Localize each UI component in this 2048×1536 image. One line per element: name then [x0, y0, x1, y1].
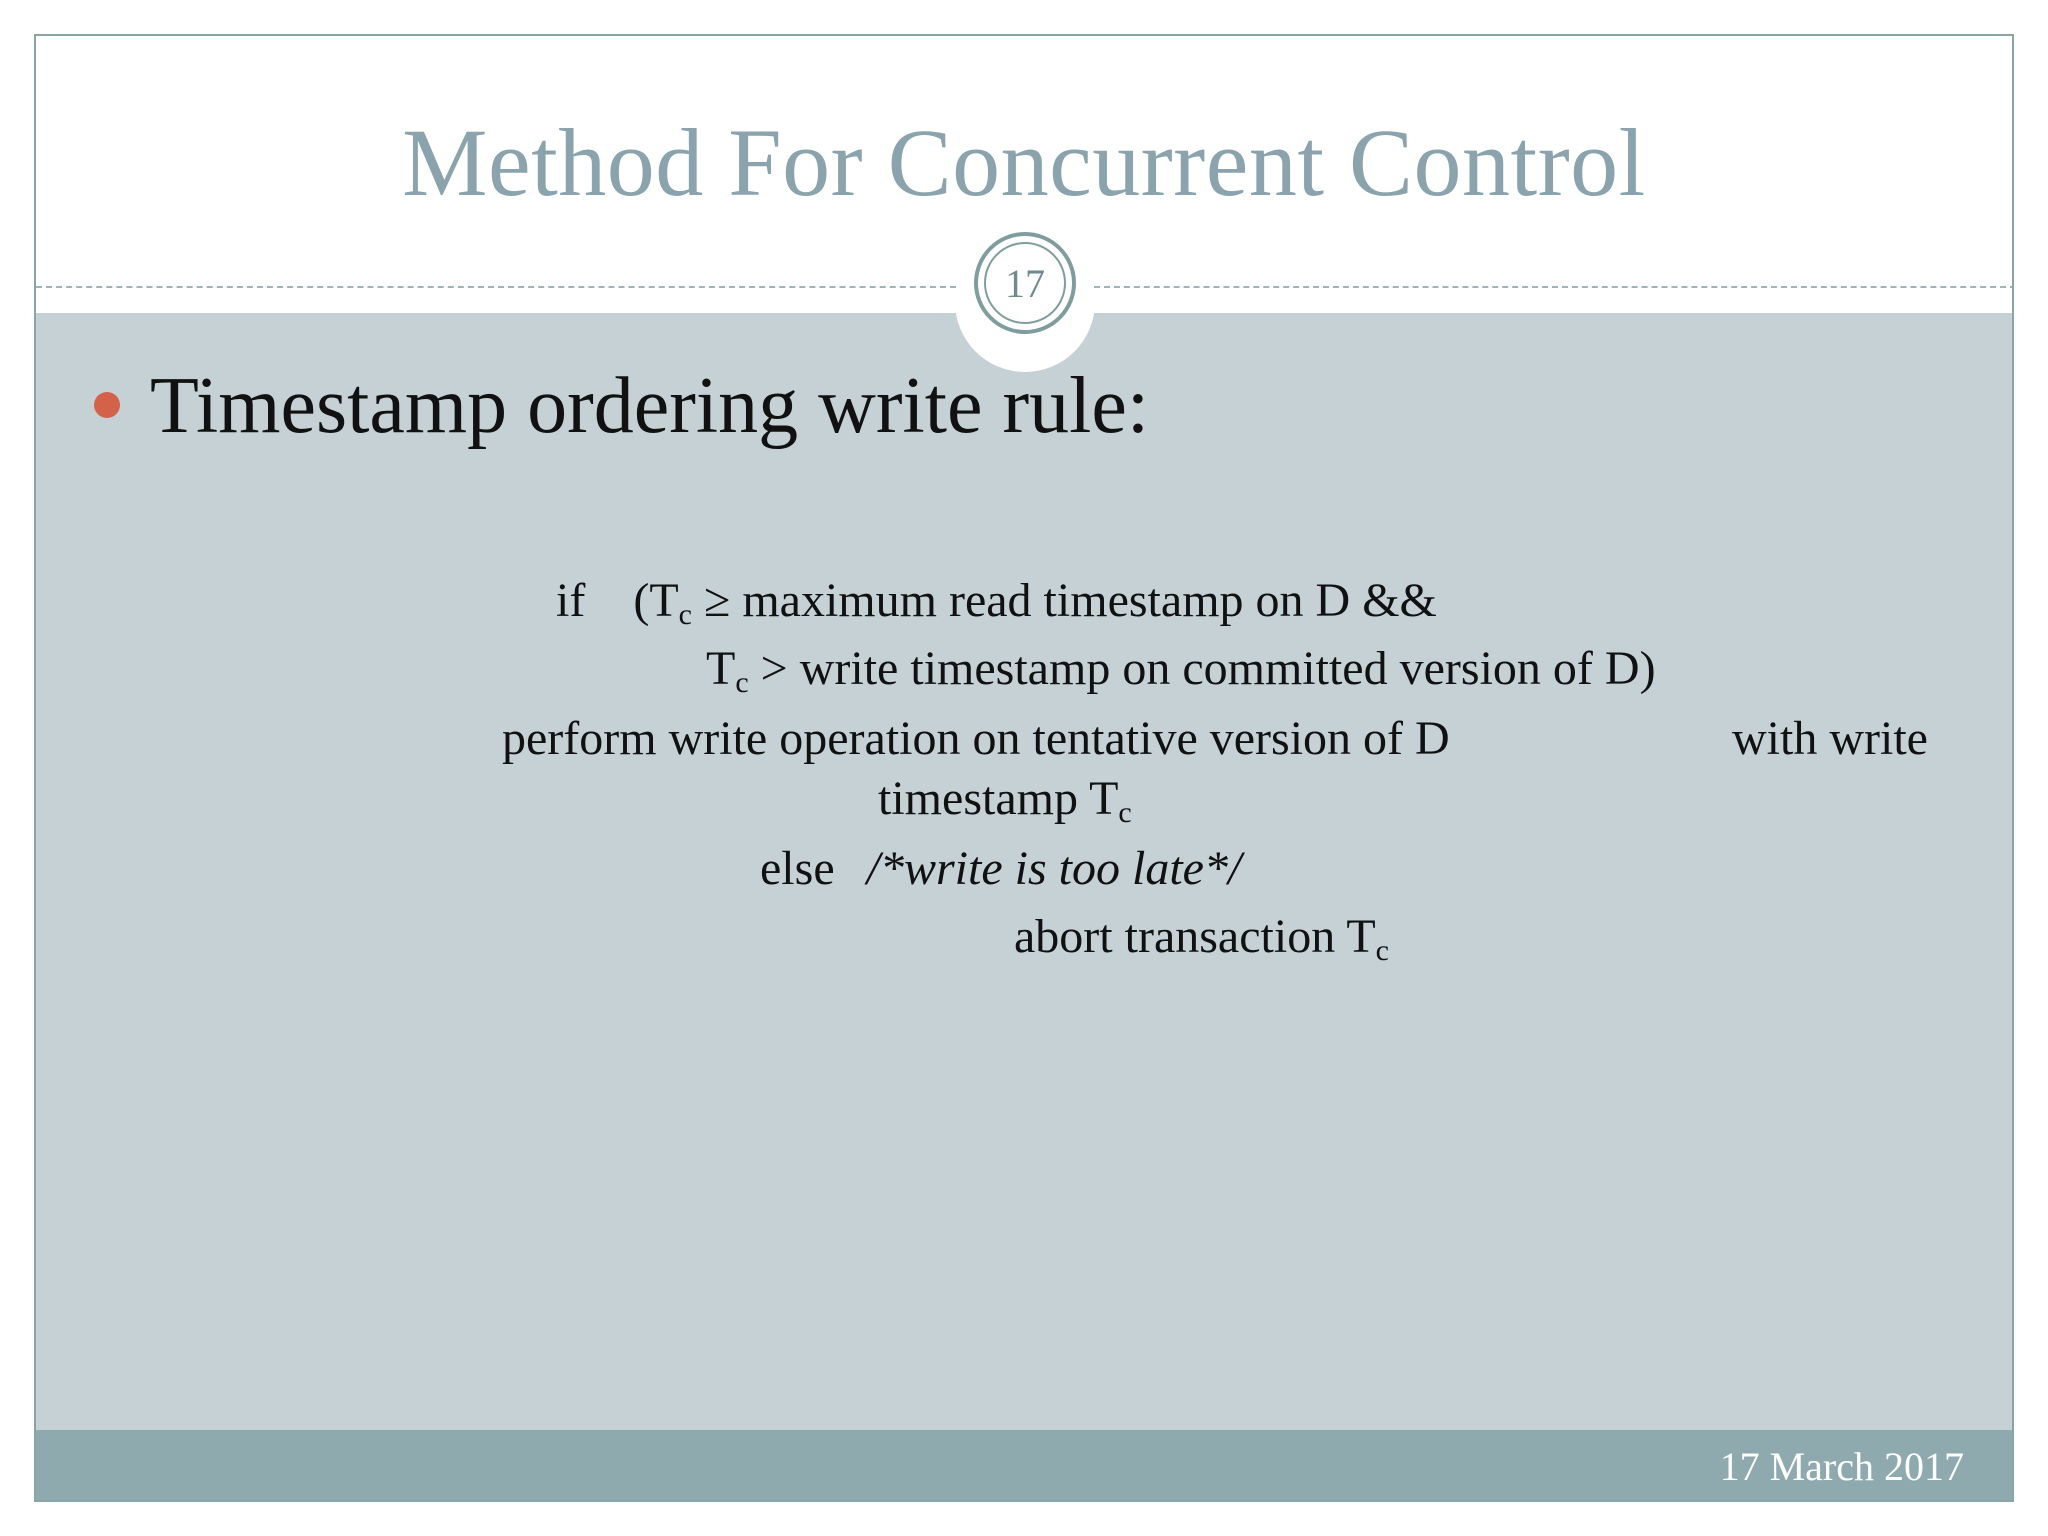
- page-number: 17: [1005, 260, 1045, 306]
- code-line-else: [760, 840, 1241, 898]
- code-line-perform: [502, 710, 1450, 768]
- code-subscript: c: [678, 598, 692, 631]
- page-number-badge: [974, 232, 1076, 334]
- slide-title: Method For Concurrent Control: [402, 109, 1646, 216]
- footer-date: 17 March 2017: [1719, 1444, 1964, 1489]
- code-keyword-else: else: [760, 842, 835, 895]
- code-line-abort: [1014, 908, 1389, 966]
- title-divider-left: [36, 286, 956, 288]
- footer-bar: [36, 1430, 2014, 1502]
- code-line-condition-2: [706, 640, 1656, 698]
- code-text: timestamp T: [878, 772, 1119, 825]
- code-comment: /*write is too late*/: [866, 842, 1242, 895]
- code-subscript: c: [1375, 934, 1389, 967]
- code-subscript: c: [735, 666, 749, 699]
- code-subscript: c: [1118, 796, 1132, 829]
- code-text: with write: [1732, 712, 1928, 765]
- code-line-timestamp: [878, 770, 1132, 828]
- code-keyword-if: if: [556, 574, 586, 627]
- code-text: T: [706, 642, 736, 695]
- page-number-ring: [984, 242, 1066, 324]
- code-text: > write timestamp on committed version of D): [748, 642, 1656, 695]
- bullet-heading: Timestamp ordering write rule:: [150, 362, 1150, 450]
- code-text: (T: [633, 574, 679, 627]
- title-divider-right: [1094, 286, 2014, 288]
- code-text: ≥ maximum read timestamp on D &&: [691, 574, 1437, 627]
- bullet-dot-icon: [94, 392, 120, 418]
- code-text: abort transaction T: [1014, 910, 1376, 963]
- code-line-if: [556, 572, 1437, 630]
- code-line-perform-tail: [1732, 710, 1928, 768]
- slide: [34, 34, 2014, 1502]
- code-text: perform write operation on tentative version of D: [502, 712, 1450, 765]
